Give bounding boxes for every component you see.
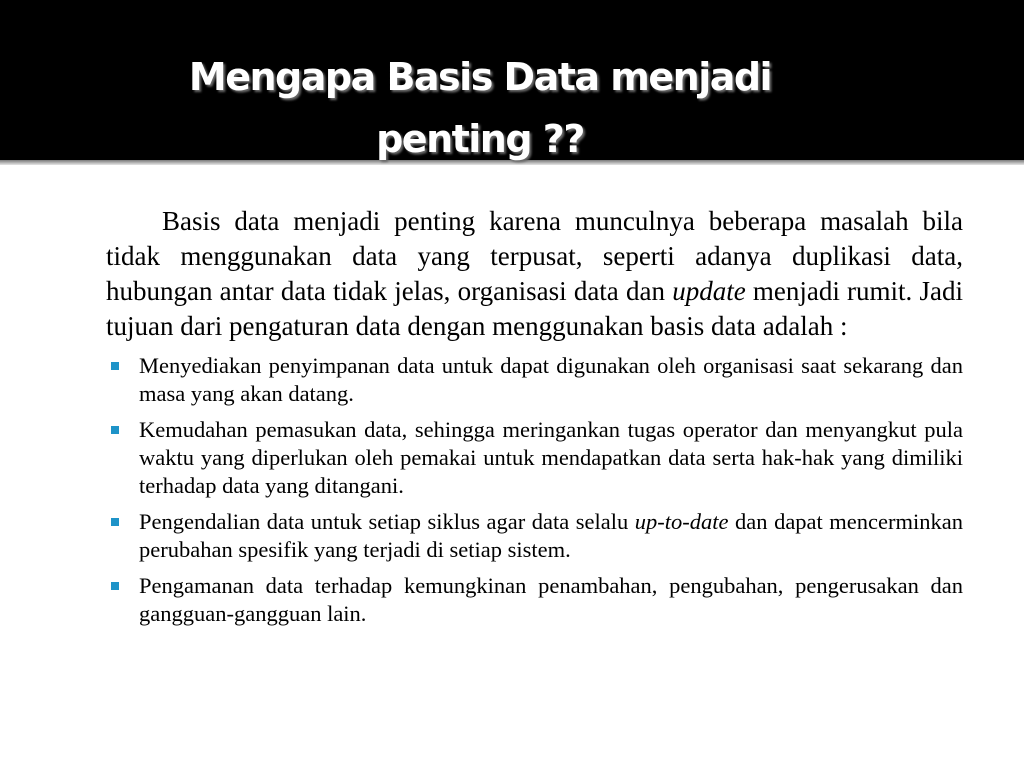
slide-title-line-2: penting ?? xyxy=(376,117,584,161)
list-item-text xyxy=(139,508,963,564)
intro-text-end: menjadi rumit. Jadi tujuan dari pengaturan data dengan menggunakan basis data adalah : xyxy=(106,276,963,341)
list-item-italic-term: up-to-date xyxy=(634,509,729,534)
list-item-text-start: Pengendalian data untuk setiap siklus agar data selalu xyxy=(139,509,635,534)
intro-text-start: Basis data menjadi penting karena munculnya beberapa masalah bila tidak menggunakan data yang terpusat, seperti adanya duplikasi data, hubungan antar data tidak jelas, organisasi data dan xyxy=(106,206,963,306)
list-item-text: Menyediakan penyimpanan data untuk dapat digunakan oleh organisasi saat sekarang dan masa yang akan datang. xyxy=(139,353,963,406)
list-item xyxy=(106,352,963,408)
square-bullet-icon xyxy=(111,518,119,526)
list-item xyxy=(106,508,963,564)
objectives-list xyxy=(106,352,963,628)
list-item-text-end: dan dapat mencerminkan perubahan spesifik yang terjadi di setiap sistem. xyxy=(139,509,964,562)
slide-title-line-1: Mengapa Basis Data menjadi xyxy=(188,55,772,99)
list-item-text: Kemudahan pemasukan data, sehingga meringankan tugas operator dan menyangkut pula waktu yang diperlukan oleh pemakai untuk mendapatkan data serta hak-hak yang dimiliki terhadap data yang ditangani. xyxy=(139,417,963,498)
list-item xyxy=(106,572,963,628)
intro-italic-term: update xyxy=(672,276,746,306)
slide-title xyxy=(100,46,860,170)
list-item xyxy=(106,416,963,500)
list-item-text: Pengamanan data terhadap kemungkinan penambahan, pengubahan, pengerusakan dan gangguan-gangguan lain. xyxy=(139,573,963,626)
square-bullet-icon xyxy=(111,426,119,434)
square-bullet-icon xyxy=(111,362,119,370)
square-bullet-icon xyxy=(111,582,119,590)
slide-body xyxy=(106,204,963,636)
intro-paragraph xyxy=(106,204,963,344)
